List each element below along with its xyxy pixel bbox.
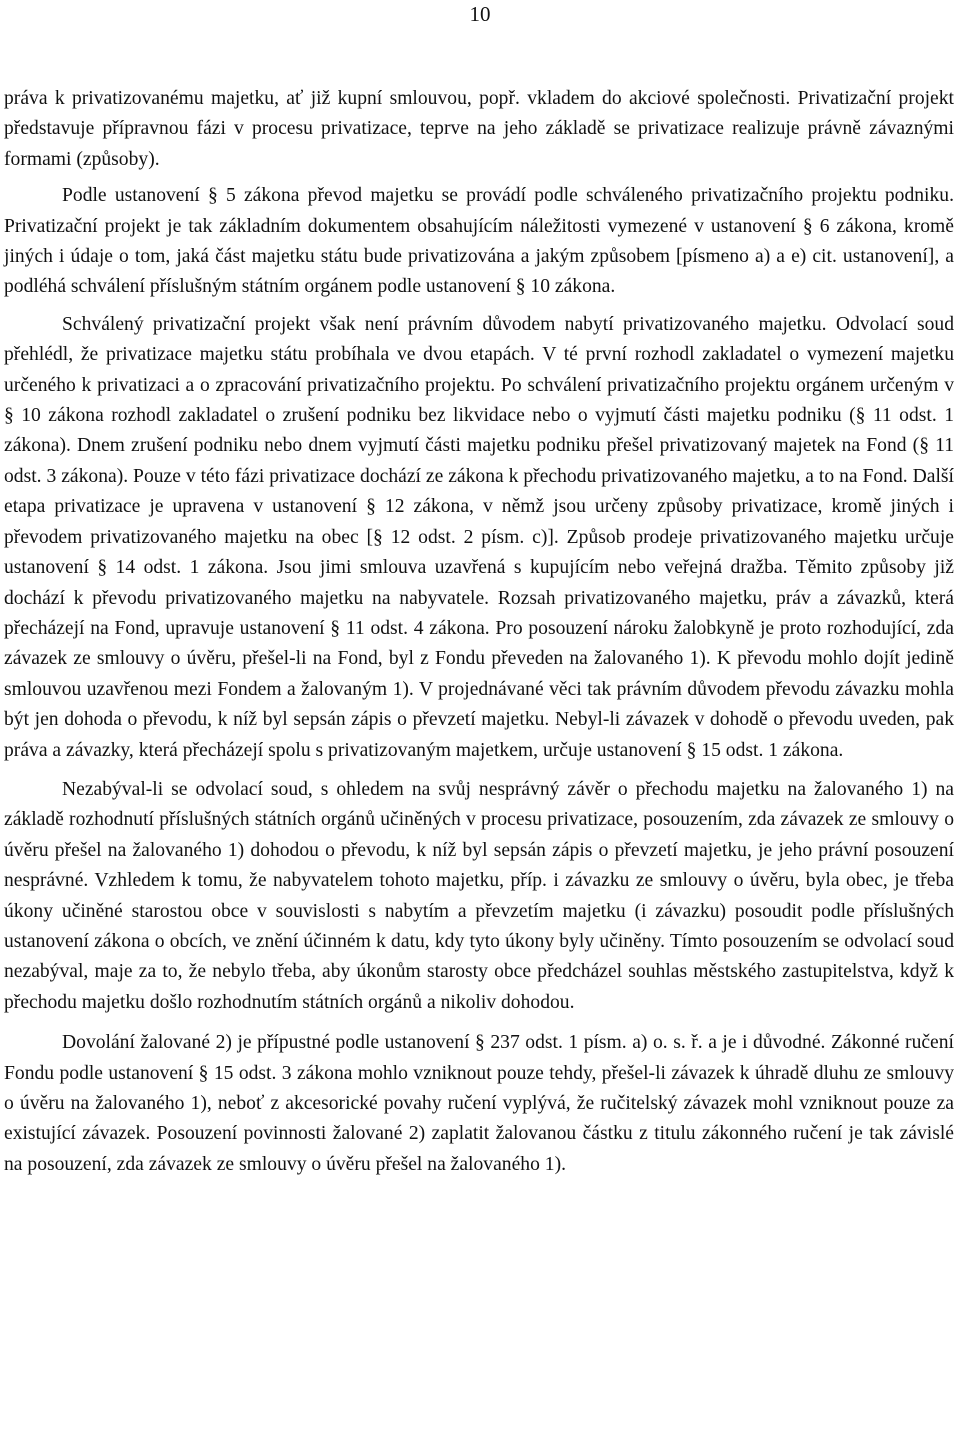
paragraph-5: Dovolání žalované 2) je přípustné podle ustanovení § 237 odst. 1 písm. a) o. s. ř. a je i důvodné. Zákonné ručení Fondu podle ustanovení § 15 odst. 3 zákona mohlo vzniknout pouze tehdy, přešel-li závazek k úhradě dluhu ze smlouvy o úvěru na žalovaného 1), neboť z akcesorické povahy ručení vyplývá, že ručitelský závazek mohl vzniknout pouze za existující závazek. Posouzení povinnosti žalované 2) zaplatit žalovanou částku z titulu zákonného ručení je tak závislé na posouzení, zda závazek ze smlouvy o úvěru přešel na žalovaného 1). [4,1032,954,1175]
paragraph-3: Schválený privatizační projekt však není právním důvodem nabytí privatizovaného majetku. Odvolací soud přehlédl, že privatizace majetku státu probíhala ve dvou etapách. V té první rozhodl zakladatel o vymezení majetku určeného k privatizaci a o zpracování privatizačního projektu. Po schválení privatizačního projektu orgánem určeným v § 10 zákona rozhodl zakladatel o zrušení podniku bez likvidace nebo o vyjmutí části majetku podniku (§ 11 odst. 1 zákona). Dnem zrušení podniku nebo dnem vyjmutí části majetku podniku přešel privatizovaný majetek na Fond (§ 11 odst. 3 zákona). Pouze v této fázi privatizace dochází ze zákona k přechodu privatizovaného majetku, a to na Fond. Další etapa privatizace je upravena v ustanovení § 12 zákona, v němž jsou určeny způsoby privatizace, kromě jiných i převodem privatizovaného majetku na obec [§ 12 odst. 2 písm. c)]. Způsob prodeje privatizovaného majetku určuje ustanovení § 14 odst. 1 zákona. Jsou jimi smlouva uzavřená s kupujícím nebo veřejná dražba. Těmito způsoby již dochází k převodu privatizovaného majetku na nabyvatele. Rozsah privatizovaného majetku, práv a závazků, která přecházejí na Fond, upravuje ustanovení § 11 odst. 4 zákona. Pro posouzení nároku žalobkyně je proto rozhodující, zda závazek ze smlouvy o úvěru, přešel-li na Fond, byl z Fondu převeden na žalovaného 1). K převodu mohlo dojít jedině smlouvou uzavřenou mezi Fondem a žalovaným 1). V projednávané věci tak právním důvodem převodu závazku mohla být jen dohoda o převodu, k níž byl sepsán zápis o převzetí majetku. Nebyl-li závazek v dohodě o převodu uveden, pak práva a závazky, která přecházejí spolu s privatizovaným majetkem, určuje ustanovení § 15 odst. 1 zákona. [4,313,954,761]
paragraph-2: Podle ustanovení § 5 zákona převod majetku se provádí podle schváleného privatizačního projektu podniku. Privatizační projekt je tak základním dokumentem obsahujícím náležitosti vymezené v ustanovení § 6 zákona, kromě jiných i údaje o tom, jaká část majetku státu bude privatizována a jakým způsobem [písmeno a) a e) cit. ustanovení], a podléhá schválení příslušným státním orgánem podle ustanovení § 10 zákona. [4,185,954,298]
paragraph-4: Nezabýval-li se odvolací soud, s ohledem na svůj nesprávný závěr o přechodu majetku na žalovaného 1) na základě rozhodnutí příslušných státních orgánů učiněných v procesu privatizace, posouzením, zda závazek ze smlouvy o úvěru přešel na žalovaného 1) dohodou o převodu, k níž byl sepsán zápis o převzetí majetku, je jeho právní posouzení nesprávné. Vzhledem k tomu, že nabyvatelem tohoto majetku, příp. i závazku ze smlouvy o úvěru, byla obec, je třeba úkony učiněné starostou obce v souvislosti s nabytím a převzetím majetku (i závazku) posoudit podle příslušných ustanovení zákona o obcích, ve znění účinném k datu, kdy tyto úkony byly učiněny. Tímto posouzením se odvolací soud nezabýval, maje za to, že nebylo třeba, aby úkonům starosty obce předcházel souhlas městského zastupitelstva, když k přechodu majetku došlo rozhodnutím státních orgánů a nikoliv dohodou. [4,778,954,1013]
paragraph-1: práva k privatizovanému majetku, ať již kupní smlouvou, popř. vkladem do akciové společnosti. Privatizační projekt představuje přípravnou fázi v procesu privatizace, teprve na jeho základě se privatizace realizuje právně závaznými formami (způsoby). [4,88,954,170]
page-number: 10 [469,2,491,26]
document-body [4,84,954,1180]
